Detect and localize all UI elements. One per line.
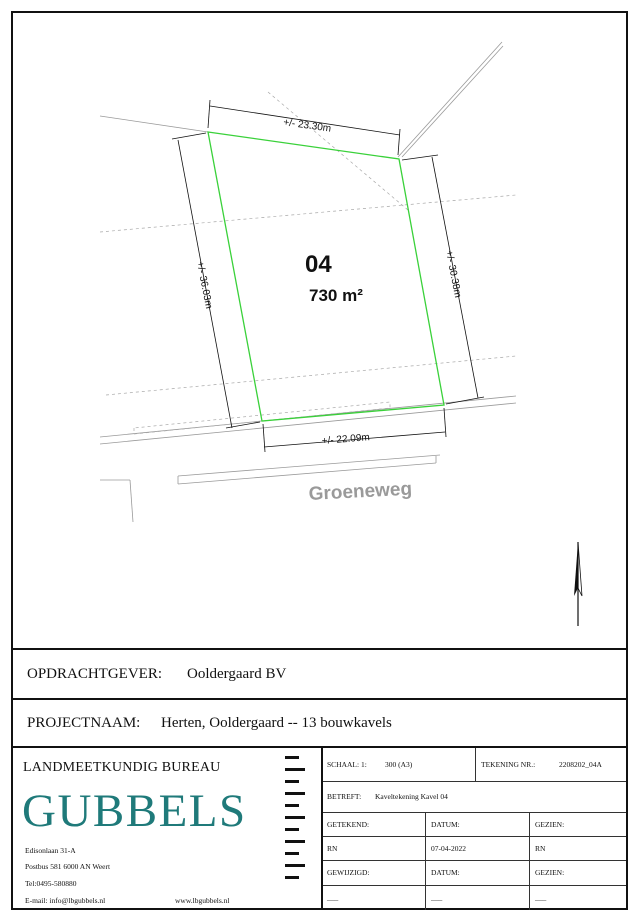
- project-label: PROJECTNAAM:: [27, 714, 141, 731]
- street-name: Groeneweg: [308, 478, 413, 505]
- drawn-by-label: GETEKEND:: [327, 819, 370, 829]
- project-row: [13, 698, 626, 746]
- date-label: DATUM:: [431, 819, 460, 829]
- scale-label: SCHAAL: 1:: [327, 760, 367, 769]
- client-label: OPDRACHTGEVER:: [27, 665, 163, 682]
- checked-value: RN: [535, 843, 546, 853]
- site-drawing: [13, 13, 626, 648]
- modified-checked-value: ___: [535, 893, 547, 902]
- firm-phone: Tel:0495-580880: [25, 879, 77, 888]
- modified-label: GEWIJZIGD:: [327, 868, 370, 877]
- firm-website: www.lbgubbels.nl: [175, 896, 230, 905]
- firm-address-postbus: Postbus 581 6000 AN Weert: [25, 862, 111, 871]
- subject-value: Kaveltekening Kavel 04: [375, 792, 448, 801]
- firm-address-street: Edisonlaan 31-A: [25, 846, 76, 855]
- drawing-info-grid: [323, 748, 626, 910]
- dim-top-label: +/- 23.30m: [282, 117, 332, 135]
- plot-number: 04: [305, 251, 332, 278]
- scale-value: 300 (A3): [385, 760, 413, 769]
- drawn-by-value: RN: [327, 843, 338, 853]
- firm-email: E-mail: info@lbgubbels.nl: [25, 896, 106, 905]
- dim-left-label: +/- 36.03m: [194, 260, 215, 310]
- title-block: [13, 746, 626, 910]
- modified-value: ___: [327, 893, 339, 902]
- plot-area: 730 m²: [309, 286, 363, 305]
- checked-label: GEZIEN:: [535, 819, 565, 829]
- modified-date-label: DATUM:: [431, 868, 460, 877]
- dim-right-label: +/- 30.38m: [443, 249, 464, 299]
- dim-bottom-label: +/- 22.09m: [321, 432, 371, 447]
- dimension-labels: [194, 117, 463, 447]
- drawing-number-label: TEKENING NR.:: [481, 760, 536, 769]
- subject-label: BETREFT:: [327, 792, 362, 801]
- project-value: Herten, Ooldergaard -- 13 bouwkavels: [161, 714, 392, 731]
- modified-date-value: ___: [431, 893, 443, 902]
- firm-panel: [13, 748, 323, 910]
- client-row: [13, 648, 626, 698]
- drawing-number-value: 2208202_04A: [559, 760, 602, 769]
- firm-logo: GUBBELS: [22, 785, 247, 837]
- client-value: Ooldergaard BV: [187, 665, 287, 682]
- modified-checked-label: GEZIEN:: [535, 868, 565, 877]
- north-arrow-icon: [574, 542, 582, 626]
- firm-title: LANDMEETKUNDIG BUREAU: [23, 760, 221, 775]
- date-value: 07-04-2022: [431, 843, 466, 853]
- scale-bars-icon: [285, 756, 307, 886]
